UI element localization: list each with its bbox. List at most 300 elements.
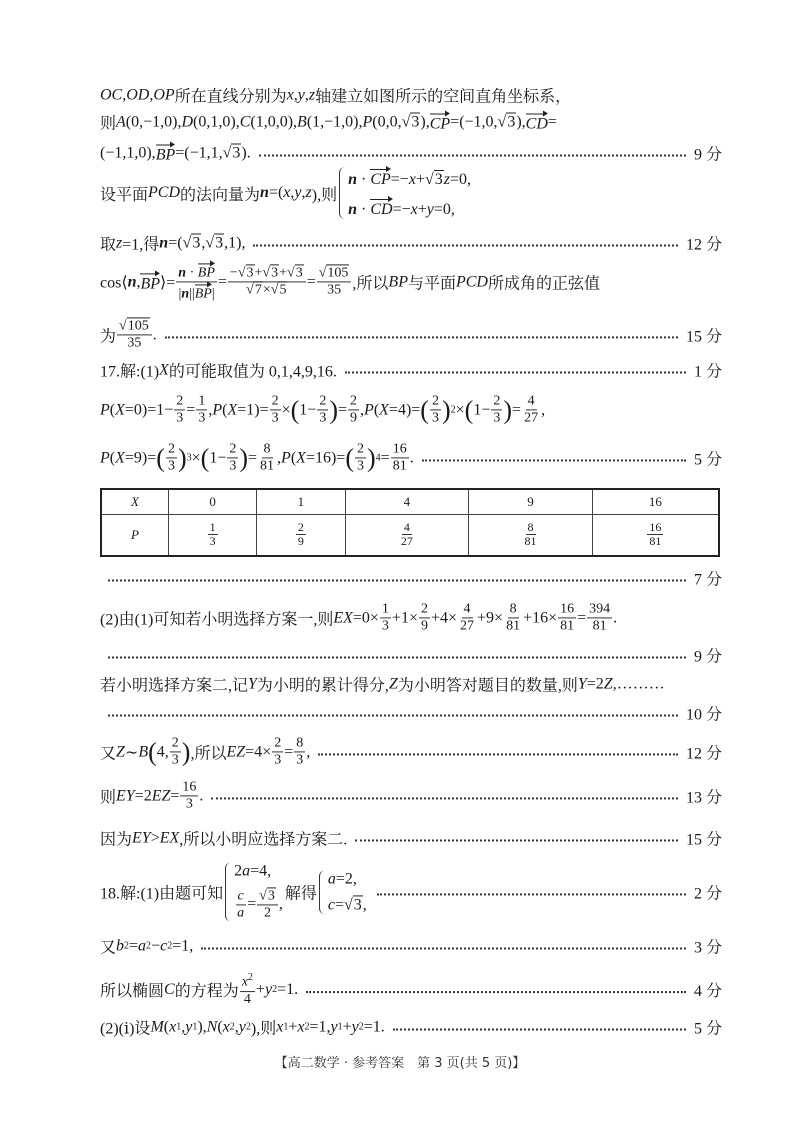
numerator	[176, 261, 217, 282]
line-content	[100, 673, 665, 696]
math-text: >	[150, 829, 160, 846]
math-variable: P	[100, 401, 110, 418]
big-paren: (	[464, 395, 474, 424]
answer-line	[100, 673, 722, 696]
math-text: ),	[420, 113, 430, 130]
answer-line	[100, 567, 722, 590]
subscript: 2	[304, 1021, 310, 1033]
vector: BP	[195, 283, 212, 303]
answer-line	[100, 441, 722, 474]
math-text: (	[163, 1018, 170, 1035]
radical-sign: √	[318, 265, 327, 281]
math-text: 又	[100, 745, 117, 763]
math-text: 3	[493, 410, 501, 426]
denominator	[355, 459, 366, 475]
math-text: =0,	[449, 171, 472, 188]
math-text: (	[217, 1018, 223, 1035]
math-text: +1×	[391, 609, 418, 626]
math-text: 3	[176, 410, 184, 426]
numerator	[647, 521, 663, 536]
probability-cell	[345, 514, 469, 556]
math-variable: P	[100, 449, 110, 466]
math-text: =0,	[433, 201, 455, 218]
big-paren: )	[177, 443, 187, 472]
denominator	[522, 411, 540, 427]
math-text: 3	[381, 618, 389, 634]
fraction	[647, 521, 663, 550]
fraction	[587, 601, 612, 634]
math-text: =2	[134, 787, 152, 804]
math-variable: x	[276, 1018, 284, 1035]
math-text: 16	[560, 601, 575, 617]
fraction	[458, 601, 476, 634]
denominator	[558, 619, 576, 635]
answer-line	[100, 735, 722, 768]
fraction	[317, 265, 352, 298]
brace-icon	[225, 862, 232, 921]
numerator	[166, 441, 177, 458]
probability-cell	[592, 514, 719, 556]
line-content	[100, 441, 414, 474]
denominator	[458, 619, 476, 635]
math-text: 2	[297, 519, 304, 534]
math-variable: y	[426, 201, 434, 218]
math-text: 9	[350, 410, 358, 426]
answer-line	[100, 1016, 722, 1039]
line-content	[100, 862, 369, 921]
math-text: 的方程为	[174, 983, 239, 1001]
square-root	[319, 265, 350, 281]
score-label: 12 分	[685, 236, 722, 254]
math-text: 为小明答对题目的数量,则	[397, 677, 578, 695]
math-text: 为小明的累计得分,	[256, 677, 389, 695]
square-root	[246, 283, 263, 299]
math-text: ,	[122, 86, 127, 103]
score-label: 9 分	[693, 146, 722, 164]
equation-system	[225, 862, 283, 921]
math-variable: C	[164, 981, 175, 998]
fraction	[380, 601, 391, 634]
denominator	[399, 535, 415, 549]
dotted-leader	[201, 947, 686, 949]
score-label: 5 分	[693, 451, 722, 469]
math-text: ,	[293, 86, 298, 103]
math-text: ,	[181, 1018, 186, 1035]
math-text: 3	[296, 752, 304, 768]
math-variable: Z	[388, 675, 398, 692]
denominator	[170, 753, 181, 769]
math-text: −	[229, 265, 238, 281]
math-variable: P	[364, 401, 374, 418]
radical-sign: √	[259, 888, 267, 904]
system-rows	[346, 167, 471, 219]
math-variable: b	[116, 937, 125, 954]
math-variable: Y	[577, 675, 587, 692]
math-variable: OD	[126, 86, 150, 103]
math-text: 18.解:(1)由题可知	[100, 885, 224, 903]
math-text: 3	[209, 534, 216, 549]
math-variable: P	[212, 401, 223, 418]
math-text: ∼	[124, 744, 139, 761]
math-text: 8	[527, 519, 534, 534]
fraction	[257, 888, 278, 921]
score-label: 9 分	[693, 648, 722, 666]
math-variable: PCD	[148, 184, 181, 201]
big-paren: (	[200, 443, 210, 472]
math-text: 2	[493, 393, 501, 409]
square-root	[271, 283, 288, 299]
system-row	[234, 862, 283, 880]
math-text: 3	[185, 796, 193, 812]
equation-system	[339, 167, 471, 219]
math-text: 2	[234, 862, 243, 880]
math-text: =	[512, 401, 522, 418]
big-paren: )	[366, 443, 376, 472]
fraction	[430, 393, 441, 426]
math-variable: EZ	[226, 743, 246, 760]
superscript: 2	[146, 940, 152, 952]
denominator	[125, 336, 143, 352]
math-variable: Y	[248, 675, 257, 692]
radicand: 3	[434, 171, 443, 188]
fraction	[558, 601, 576, 634]
fraction	[317, 393, 328, 426]
numerator	[491, 393, 502, 410]
denominator	[258, 459, 276, 475]
fraction	[270, 393, 281, 426]
math-variable: X	[379, 401, 389, 418]
math-variable: a	[242, 862, 251, 880]
line-content	[100, 142, 251, 164]
math-text: 8	[509, 601, 517, 617]
fraction	[523, 521, 539, 550]
fraction	[294, 735, 305, 768]
page-footer: 【高二数学 · 参考答案 第 3 页(共 5 页)】	[274, 1056, 526, 1071]
answer-line	[100, 702, 722, 725]
probability-cell	[168, 514, 256, 556]
numerator	[317, 265, 352, 282]
fraction	[491, 393, 502, 426]
dotted-leader	[165, 336, 678, 338]
fraction	[522, 393, 540, 426]
math-text: 1−	[299, 401, 317, 418]
fraction	[196, 393, 207, 426]
line-content	[100, 735, 310, 768]
cell-text: 4	[403, 493, 411, 509]
math-text: (	[373, 401, 380, 418]
math-text: +	[255, 981, 265, 998]
math-text: 17.解:(1)	[100, 363, 160, 381]
math-text: ·	[357, 201, 371, 218]
denominator	[419, 619, 430, 635]
line-content	[100, 935, 193, 958]
answer-line	[100, 601, 722, 634]
system-row	[328, 870, 367, 888]
denominator	[504, 619, 522, 635]
answer-line	[100, 318, 722, 351]
big-paren: )	[239, 443, 249, 472]
math-text: 2	[319, 393, 327, 409]
fraction	[419, 601, 430, 634]
vector-n: n	[178, 265, 187, 281]
math-text: ||	[189, 286, 195, 302]
denominator	[294, 753, 305, 769]
math-text: =2	[586, 675, 604, 692]
big-paren: (	[345, 443, 354, 472]
vector: CD	[370, 197, 392, 219]
radicand: 105	[327, 265, 349, 281]
math-text: 解得	[284, 885, 317, 903]
fraction	[176, 261, 217, 302]
math-text: ×	[455, 401, 465, 418]
square-root	[238, 265, 255, 281]
math-text: 35	[127, 335, 142, 351]
math-variable: B	[297, 113, 307, 130]
numerator	[236, 888, 246, 905]
superscript: 2	[167, 940, 173, 952]
math-text: =1)=	[237, 401, 269, 418]
math-text: |	[178, 286, 182, 302]
dotted-leader	[253, 244, 678, 246]
line-content	[100, 84, 571, 107]
math-variable: X	[159, 361, 169, 378]
math-text: =2,	[335, 870, 357, 887]
math-variable: z	[308, 86, 316, 103]
math-text: 2	[356, 441, 364, 457]
math-variable: x	[169, 1018, 177, 1035]
fraction	[208, 521, 218, 550]
math-text: |	[211, 286, 215, 302]
numerator	[430, 393, 441, 410]
vector: BP	[140, 271, 160, 293]
math-variable: EZ	[151, 787, 171, 804]
math-text: (0,0,	[372, 113, 402, 130]
header-label-cell	[101, 489, 168, 514]
vector: CD	[526, 111, 548, 133]
radical-sign: √	[343, 896, 353, 913]
math-text: 35	[327, 282, 342, 298]
radical-sign: √	[424, 171, 434, 188]
math-text: =	[248, 449, 258, 466]
math-text: 8	[296, 735, 304, 751]
line-content	[100, 232, 245, 255]
math-text: 2	[431, 393, 439, 409]
fraction	[240, 972, 255, 1008]
math-variable: y	[297, 86, 305, 103]
math-text: 4	[463, 601, 471, 617]
table-row	[101, 514, 719, 556]
denominator	[166, 459, 177, 475]
math-variable: x	[286, 86, 294, 103]
subscript: 1	[192, 1021, 198, 1033]
value-cell	[345, 489, 469, 514]
numerator	[348, 393, 359, 410]
denominator	[242, 992, 253, 1008]
system-rows	[326, 870, 367, 914]
math-text: ×	[281, 401, 291, 418]
math-text: (1,0,0),	[250, 113, 298, 130]
math-text: =4)=	[388, 401, 421, 418]
subscript: 1	[176, 1021, 182, 1033]
math-text: (0,−1,0),	[125, 113, 182, 130]
cell-text: X	[130, 493, 139, 509]
cell-text: P	[130, 526, 139, 542]
score-label: 2 分	[693, 885, 722, 903]
value-cell	[592, 489, 719, 514]
numerator	[419, 601, 430, 618]
math-variable: z	[443, 171, 450, 188]
math-variable: X	[296, 449, 306, 466]
radicand: 3	[215, 234, 224, 251]
math-text: =(	[168, 234, 183, 251]
math-text: 3	[198, 410, 206, 426]
fraction	[355, 441, 366, 474]
line-content	[100, 779, 203, 812]
vector-n: n	[260, 184, 269, 201]
score-label: 5 分	[693, 1020, 722, 1038]
big-paren: )	[181, 737, 191, 766]
line-content	[100, 318, 157, 351]
denominator	[523, 535, 539, 549]
math-text: ,所以小明应选择方案二.	[179, 831, 348, 849]
brace-icon	[339, 167, 346, 219]
radicand: 3	[295, 265, 303, 281]
math-text: 81	[560, 618, 575, 634]
denominator	[317, 411, 328, 427]
math-text: ·	[186, 265, 198, 281]
math-text: 4	[403, 519, 410, 534]
radicand: 3	[353, 896, 362, 913]
numerator	[587, 601, 612, 618]
math-variable: A	[116, 113, 126, 130]
math-text: =16)=	[305, 449, 346, 466]
big-paren: )	[441, 395, 451, 424]
math-text: 1	[198, 393, 206, 409]
math-text: cos⟨	[100, 274, 128, 291]
math-text: −	[151, 937, 161, 954]
fraction	[272, 735, 283, 768]
fraction	[504, 601, 522, 634]
radicand: 3	[232, 144, 241, 161]
math-text: (2)由(1)可知若小明选择方案一,则	[100, 611, 334, 629]
math-text: =0)=1−	[124, 401, 174, 418]
math-variable: Z	[603, 675, 613, 692]
math-text: 9	[297, 534, 304, 549]
math-text: ,1),	[224, 234, 246, 251]
math-text: 2	[420, 601, 428, 617]
math-text: 8	[263, 441, 271, 457]
math-text: =1,	[309, 1018, 331, 1035]
math-text: ,	[149, 86, 154, 103]
math-variable: PCD	[455, 273, 488, 290]
dotted-leader	[377, 893, 686, 895]
math-variable: EY	[132, 829, 151, 846]
math-text: 所成角的正弦值	[487, 275, 600, 293]
math-variable: OP	[153, 86, 175, 103]
math-text: 3	[274, 752, 282, 768]
math-text: =	[334, 896, 344, 913]
system-rows	[232, 862, 283, 921]
math-text: .	[409, 449, 414, 466]
line-content	[100, 111, 557, 134]
denominator	[591, 619, 609, 635]
denominator	[272, 753, 283, 769]
math-text: +	[279, 265, 287, 281]
math-variable: EX	[159, 829, 180, 846]
line-content	[100, 827, 347, 850]
math-variable: x	[408, 171, 416, 188]
big-paren: )	[329, 395, 338, 424]
math-variable: C	[239, 113, 251, 130]
math-variable: y	[330, 1018, 338, 1035]
math-text: 1−	[473, 401, 491, 418]
math-text: =4×	[245, 743, 272, 760]
math-text: 又	[100, 939, 117, 957]
answer-line	[100, 359, 722, 382]
math-text: ,所以	[352, 275, 389, 293]
math-text: =−	[392, 201, 411, 218]
math-variable: z	[116, 234, 123, 251]
numerator	[294, 735, 305, 752]
denominator	[227, 459, 238, 475]
math-text: 4,	[156, 743, 169, 760]
subscript: 2	[358, 1021, 364, 1033]
denominator	[244, 283, 289, 299]
numerator	[227, 441, 238, 458]
math-text: (2)(ⅰ)设	[100, 1020, 151, 1038]
math-text: 3	[167, 458, 175, 474]
math-text: 设平面	[100, 186, 149, 204]
math-text: ,	[201, 234, 206, 251]
math-text: +	[415, 171, 425, 188]
probability-cell	[257, 514, 345, 556]
math-text: 81	[392, 458, 407, 474]
math-text: =9)=	[124, 449, 157, 466]
cell-text: 1	[297, 493, 305, 509]
math-text: .	[613, 609, 618, 626]
math-text: (	[109, 449, 116, 466]
denominator	[184, 797, 195, 813]
math-text: =−	[390, 171, 409, 188]
radical-sign: √	[119, 318, 127, 334]
math-variable: P	[362, 113, 373, 130]
math-text: 81	[524, 534, 537, 549]
math-text: =	[380, 449, 390, 466]
fraction	[348, 393, 359, 426]
radical-sign: √	[246, 282, 254, 298]
answer-line	[100, 862, 722, 921]
fraction	[166, 441, 177, 474]
score-label: 15 分	[685, 328, 722, 346]
dotted-leader	[211, 797, 678, 799]
math-text: ,	[277, 449, 282, 466]
math-text: 3	[229, 458, 237, 474]
math-variable: x	[241, 974, 248, 990]
vector: CP	[430, 111, 450, 133]
vector-n: n	[348, 171, 357, 188]
math-text: 27	[460, 618, 475, 634]
answer-line	[100, 779, 722, 812]
dotted-leader	[108, 714, 678, 716]
radical-sign: √	[262, 265, 271, 281]
denominator	[391, 459, 409, 475]
math-text: 1−	[209, 449, 227, 466]
math-text: =	[170, 787, 180, 804]
numerator	[508, 601, 519, 618]
math-text: =(	[268, 184, 284, 201]
math-text: 2	[229, 441, 237, 457]
math-text: .	[152, 326, 157, 343]
